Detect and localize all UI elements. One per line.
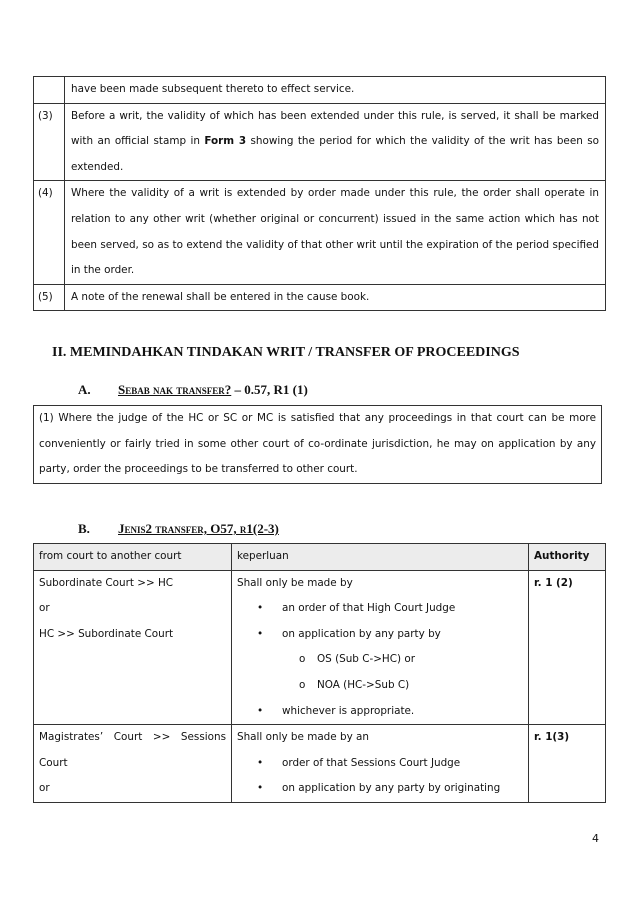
subheading-b: [78, 521, 279, 537]
table-header-row: [34, 544, 606, 571]
subheading-letter: B.: [78, 521, 90, 536]
list-item: [237, 699, 523, 725]
list-item: [237, 673, 523, 699]
rule-number: (4): [34, 181, 65, 284]
list-item-text: OS (Sub C->HC) or: [317, 653, 415, 666]
rule-text: have been made subsequent thereto to effect service.: [65, 77, 606, 104]
list-item-text: on application by any party by: [282, 627, 441, 640]
list-item-text: NOA (HC->Sub C): [317, 678, 410, 691]
list-item: [237, 751, 523, 777]
table-row: [34, 181, 606, 284]
rule-text: Where the validity of a writ is extended by order made under this rule, the order shall operate in relation to any other writ (whether original or concurrent) issued in the same action which has not been served, so as to extend the validity of that other writ until the expiration of the period specified in the order.: [65, 181, 606, 284]
list-item-text: on application by any party by originating: [282, 782, 501, 795]
table-row: [34, 284, 606, 311]
requirement-intro: Shall only be made by: [237, 576, 353, 589]
table-row: [34, 77, 606, 104]
from-court-cell: [34, 570, 232, 725]
bullet-icon: •: [257, 627, 264, 640]
rule-number: [34, 77, 65, 104]
section-heading: II. MEMINDAHKAN TINDAKAN WRIT / TRANSFER OF PROCEEDINGS: [52, 345, 520, 360]
rule-quote-box: (1) Where the judge of the HC or SC or MC is satisfied that any proceedings in that court can be more conveniently or fairly tried in some other court of co-ordinate jurisdiction, he may on application by any party, order the proceedings to be transferred to other court.: [33, 405, 602, 484]
rule-text-part: Before a writ, the validity of which has been extended under this rule, is served, it shall be marked with an official stamp in: [71, 109, 599, 148]
bullet-icon: •: [257, 602, 264, 615]
list-item: [237, 596, 523, 622]
requirement-intro: Shall only be made by an: [237, 731, 369, 744]
list-item: [237, 622, 523, 648]
list-item: [237, 776, 523, 802]
circle-bullet-icon: o: [299, 678, 306, 691]
authority-cell: r. 1 (2): [529, 570, 606, 725]
court-line: or: [39, 782, 50, 795]
rule-text: A note of the renewal shall be entered in the cause book.: [65, 284, 606, 311]
subheading-title: Sebab nak transfer?: [118, 382, 232, 397]
table-row: [34, 103, 606, 181]
subheading-letter: A.: [78, 382, 91, 397]
court-line: Magistrates’ Court >> Sessions Court: [39, 731, 226, 769]
bullet-icon: •: [257, 782, 264, 795]
requirement-list: [237, 751, 523, 802]
list-item-text: order of that Sessions Court Judge: [282, 756, 461, 769]
column-header: from court to another court: [34, 544, 232, 571]
column-header: Authority: [529, 544, 606, 571]
requirement-cell: [232, 570, 529, 725]
rule-number: (3): [34, 103, 65, 181]
page-number: 4: [592, 832, 599, 845]
transfer-table: [33, 543, 606, 803]
form-reference: Form 3: [204, 135, 247, 148]
table-row: [34, 570, 606, 725]
subheading-title: Jenis2 transfer, O57, r1(2-3): [118, 521, 279, 536]
court-line: or: [39, 602, 50, 615]
court-line: Subordinate Court >> HC: [39, 576, 174, 589]
from-court-cell: [34, 725, 232, 803]
rule-text: [65, 103, 606, 181]
table-row: [34, 725, 606, 803]
list-item-text: an order of that High Court Judge: [282, 602, 456, 615]
subheading-ref: – 0.57, R1 (1): [231, 382, 308, 397]
authority-cell: r. 1(3): [529, 725, 606, 803]
rules-table: [33, 76, 606, 311]
requirement-cell: [232, 725, 529, 803]
bullet-icon: •: [257, 756, 264, 769]
court-line: HC >> Subordinate Court: [39, 627, 174, 640]
subheading-a: [78, 382, 308, 398]
rule-text-part: showing the period for which the validity of the writ has been so extended.: [71, 135, 599, 173]
rule-number: (5): [34, 284, 65, 311]
list-item-text: whichever is appropriate.: [282, 704, 415, 717]
list-item: [237, 647, 523, 673]
circle-bullet-icon: o: [299, 653, 306, 666]
column-header: keperluan: [232, 544, 529, 571]
requirement-list: [237, 596, 523, 724]
bullet-icon: •: [257, 704, 264, 717]
